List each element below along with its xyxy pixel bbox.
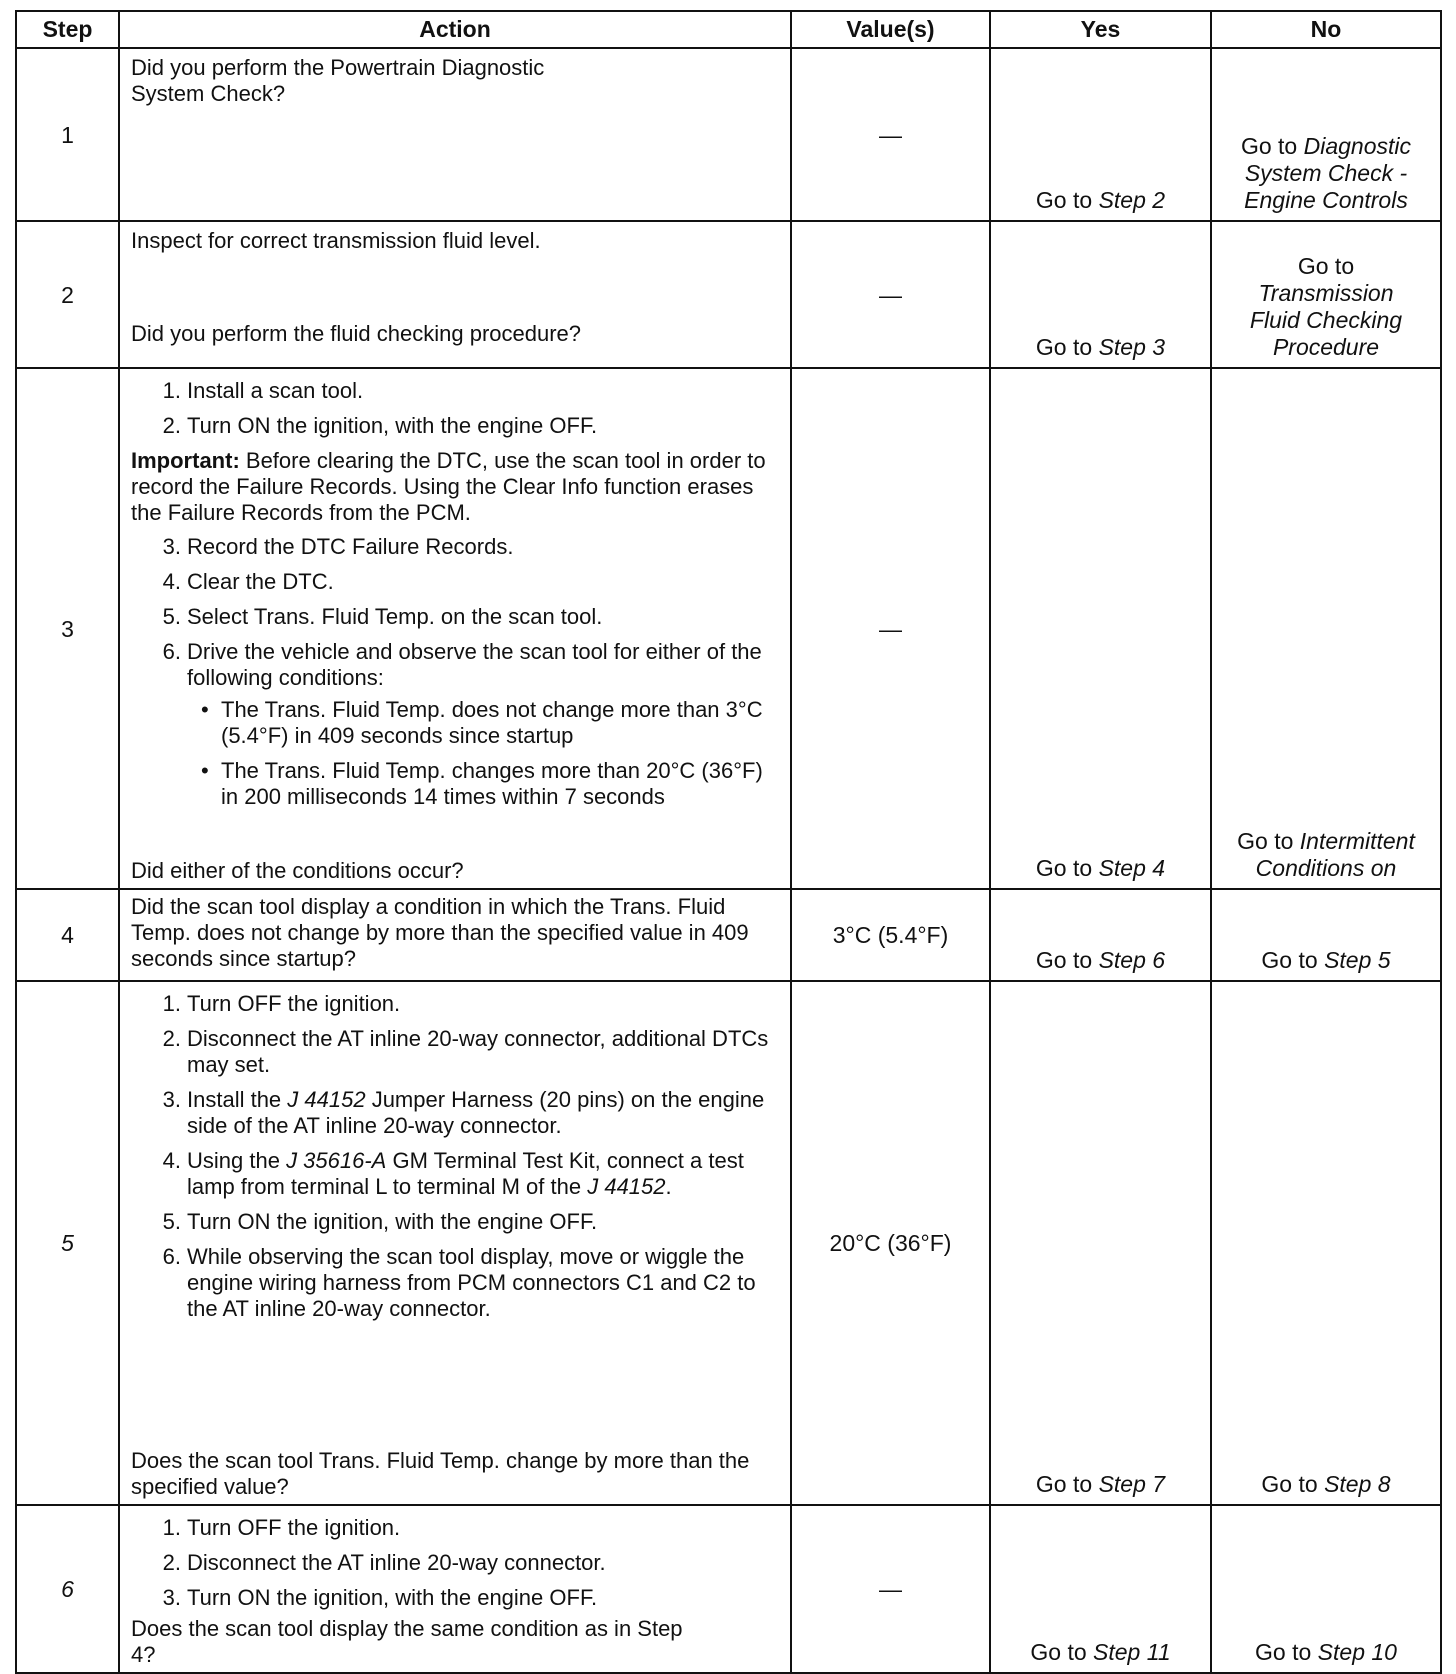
no-goto: Go to Transmission Fluid Checking Procedure xyxy=(1249,253,1403,360)
yes-cell xyxy=(990,368,1211,889)
step-link[interactable]: Step 7 xyxy=(1098,1471,1166,1497)
list-item: 4 . Using the J 35616-A GM Terminal Test Kit, connect a test lamp from terminal L to terminal M of the J 44152. xyxy=(131,1148,780,1200)
yes-cell xyxy=(990,1505,1211,1673)
procedure-list xyxy=(131,378,780,439)
value-cell: — xyxy=(791,1505,990,1673)
list-item: 6 . Drive the vehicle and observe the scan tool for either of the following conditions: • The Trans. Fluid Temp. does not change more than 3°C (5.4°F) in 409 seconds since startup • The Trans. Fluid Temp. changes more than 20°C (36°F) in 200 milliseconds 14 times within 7 seconds xyxy=(131,639,780,810)
list-item: 4 . Clear the DTC. xyxy=(131,569,780,595)
yes-cell xyxy=(990,221,1211,368)
procedure-link[interactable]: Intermittent xyxy=(1299,828,1415,854)
action-cell xyxy=(119,368,791,889)
header-action: Action xyxy=(119,11,791,48)
list-item: 2 . Turn ON the ignition, with the engine OFF. xyxy=(131,413,780,439)
action-question: Does the scan tool display the same condition as in Step 4? xyxy=(131,1616,683,1667)
table-row xyxy=(16,889,1441,981)
step-number: 4 xyxy=(16,889,119,981)
action-cell xyxy=(119,981,791,1505)
list-item: 2 . Disconnect the AT inline 20-way connector. xyxy=(131,1550,780,1576)
list-item: • The Trans. Fluid Temp. does not change more than 3°C (5.4°F) in 409 seconds since startup xyxy=(131,697,780,749)
list-item: • The Trans. Fluid Temp. changes more than 20°C (36°F) in 200 milliseconds 14 times within 7 seconds xyxy=(131,758,780,810)
value-cell: 3°C (5.4°F) xyxy=(791,889,990,981)
step-link[interactable]: Step 3 xyxy=(1098,334,1166,360)
table-row xyxy=(16,368,1441,889)
action-question: Did you perform the fluid checking procedure? xyxy=(131,321,582,346)
procedure-list xyxy=(131,534,780,810)
list-item: 2 . Disconnect the AT inline 20-way connector, additional DTCs may set. xyxy=(131,1026,780,1078)
diagnostic-table xyxy=(15,10,1442,1674)
yes-goto: Go to Step 4 xyxy=(1035,855,1166,881)
list-item: 5 . Select Trans. Fluid Temp. on the scan tool. xyxy=(131,604,780,630)
header-no: No xyxy=(1211,11,1441,48)
value-cell: 20°C (36°F) xyxy=(791,981,990,1505)
no-goto: Go to Diagnostic System Check - Engine Controls xyxy=(1240,133,1412,213)
list-item: 6 . While observing the scan tool display, move or wiggle the engine wiring harness from PCM connectors C1 and C2 to the AT inline 20-way connector. xyxy=(131,1244,780,1322)
header-row xyxy=(16,11,1441,48)
action-text: Did you perform the Powertrain Diagnostic System Check? xyxy=(131,55,545,106)
value-cell: — xyxy=(791,48,990,221)
yes-goto: Go to Step 3 xyxy=(1035,334,1166,360)
step-number: 3 xyxy=(16,368,119,889)
value-cell: — xyxy=(791,221,990,368)
no-goto: Go to Step 8 xyxy=(1261,1471,1391,1497)
action-cell xyxy=(119,1505,791,1673)
procedure-link[interactable]: Diagnostic xyxy=(1303,133,1412,159)
yes-goto: Go to Step 11 xyxy=(1030,1639,1171,1665)
header-values: Value(s) xyxy=(791,11,990,48)
action-cell xyxy=(119,48,791,221)
procedure-list xyxy=(131,1515,780,1611)
action-cell xyxy=(119,889,791,981)
yes-cell xyxy=(990,889,1211,981)
yes-cell xyxy=(990,981,1211,1505)
table-row xyxy=(16,48,1441,221)
yes-cell xyxy=(990,48,1211,221)
value-cell: — xyxy=(791,368,990,889)
list-item: 5 . Turn ON the ignition, with the engine OFF. xyxy=(131,1209,780,1235)
condition-list xyxy=(131,697,780,810)
step-link[interactable]: Step 11 xyxy=(1093,1639,1171,1665)
no-goto: Go to Intermittent Conditions on xyxy=(1237,828,1415,881)
important-note: Important: Before clearing the DTC, use the scan tool in order to record the Failure Records. Using the Clear Info function erases the Failure Records from the PCM. xyxy=(131,448,766,525)
step-number: 6 xyxy=(16,1505,119,1673)
action-text: Inspect for correct transmission fluid level. xyxy=(131,228,541,253)
list-item: 3 . Install the J 44152 Jumper Harness (20 pins) on the engine side of the AT inline 20-way connector. xyxy=(131,1087,780,1139)
step-link[interactable]: Step 5 xyxy=(1324,947,1391,973)
step-link[interactable]: Step 6 xyxy=(1098,947,1166,973)
no-goto: Go to Step 5 xyxy=(1261,947,1391,973)
procedure-link[interactable]: Transmission xyxy=(1258,280,1394,306)
no-cell xyxy=(1211,981,1441,1505)
list-item: 3 . Turn ON the ignition, with the engine OFF. xyxy=(131,1585,780,1611)
step-link[interactable]: Step 8 xyxy=(1324,1471,1391,1497)
table-row xyxy=(16,221,1441,368)
no-cell xyxy=(1211,221,1441,368)
list-item: 1 . Install a scan tool. xyxy=(131,378,780,404)
no-cell xyxy=(1211,368,1441,889)
list-item: 3 . Record the DTC Failure Records. xyxy=(131,534,780,560)
step-number: 5 xyxy=(16,981,119,1505)
header-step: Step xyxy=(16,11,119,48)
table-row xyxy=(16,981,1441,1505)
list-item: 1 . Turn OFF the ignition. xyxy=(131,991,780,1017)
step-number: 1 xyxy=(16,48,119,221)
yes-goto: Go to Step 6 xyxy=(1035,947,1166,973)
no-cell xyxy=(1211,48,1441,221)
action-cell xyxy=(119,221,791,368)
no-cell xyxy=(1211,889,1441,981)
step-link[interactable]: Step 2 xyxy=(1098,187,1166,213)
action-text: Did the scan tool display a condition in which the Trans. Fluid Temp. does not change by more than the specified value in 409 seconds since startup? xyxy=(131,894,749,971)
action-question: Does the scan tool Trans. Fluid Temp. change by more than the specified value? xyxy=(131,1448,750,1499)
procedure-list xyxy=(131,991,780,1322)
no-cell xyxy=(1211,1505,1441,1673)
header-yes: Yes xyxy=(990,11,1211,48)
no-goto: Go to Step 10 xyxy=(1255,1639,1397,1665)
step-number: 2 xyxy=(16,221,119,368)
step-link[interactable]: Step 10 xyxy=(1317,1639,1397,1665)
action-question: Did either of the conditions occur? xyxy=(131,858,464,883)
step-link[interactable]: Step 4 xyxy=(1098,855,1166,881)
table-row xyxy=(16,1505,1441,1673)
yes-goto: Go to Step 2 xyxy=(1035,187,1166,213)
yes-goto: Go to Step 7 xyxy=(1035,1471,1166,1497)
list-item: 1 . Turn OFF the ignition. xyxy=(131,1515,780,1541)
